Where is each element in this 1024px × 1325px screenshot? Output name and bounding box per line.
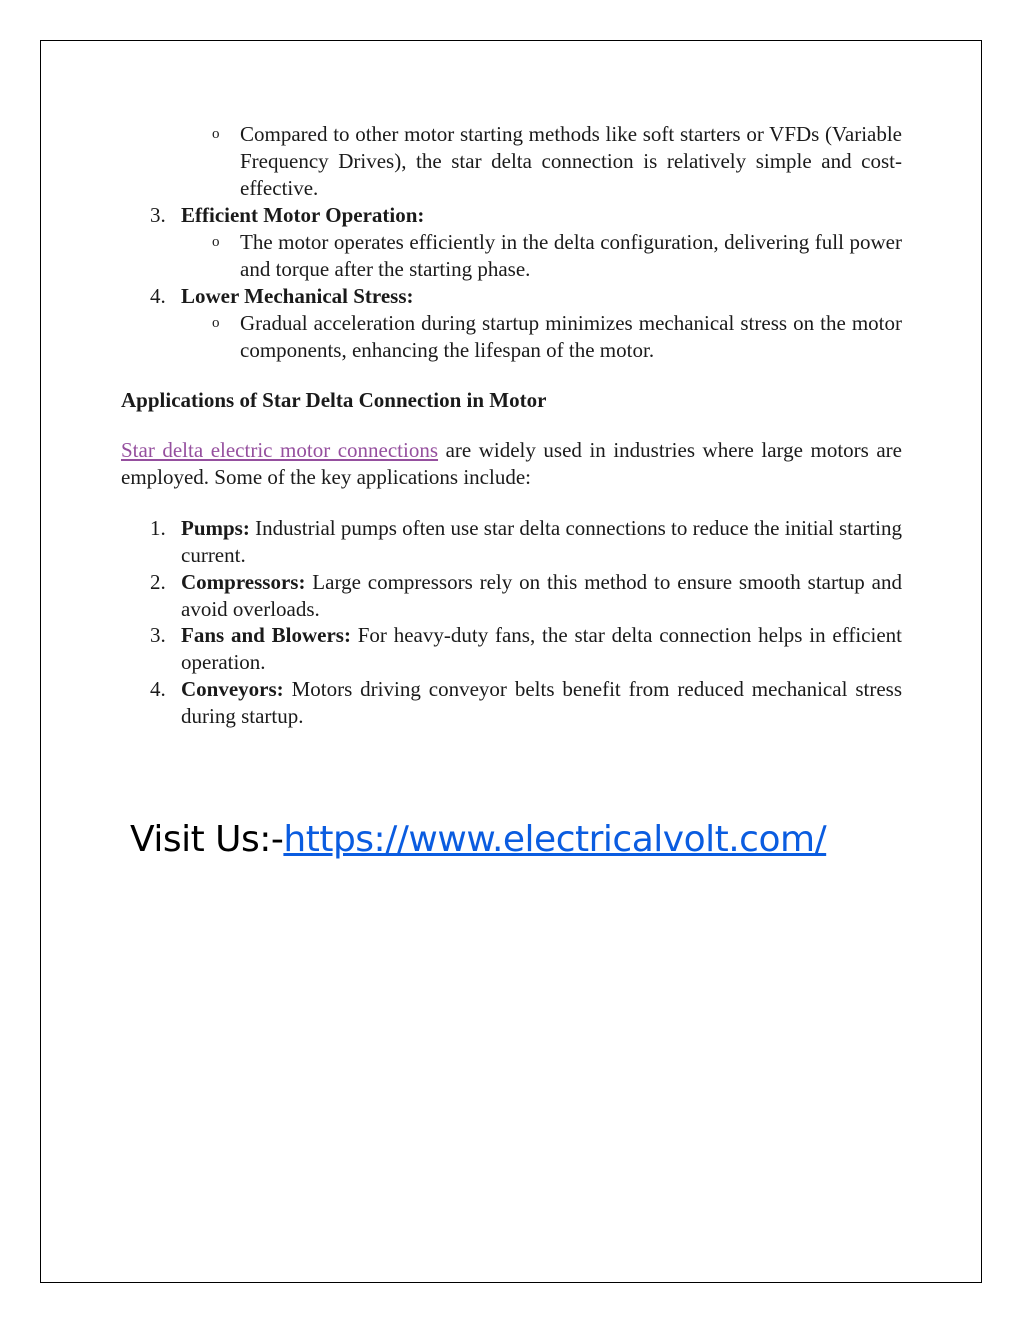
application-item-compressors: [181, 569, 902, 623]
website-link[interactable]: https://www.electricalvolt.com/: [283, 819, 827, 860]
application-2-number: 2.: [150, 570, 166, 594]
application-2-title: Compressors:: [181, 570, 306, 594]
application-2-text: Large compressors rely on this method to ensure smooth startup and avoid overloads.: [181, 570, 902, 621]
bullet-glyph: o: [212, 315, 220, 331]
visit-us-label: Visit Us:-: [130, 819, 284, 860]
advantage-3-bullet: The motor operates efficiently in the delta configuration, delivering full power and torque after the starting phase.: [240, 230, 902, 281]
bullet-glyph: o: [212, 126, 220, 142]
advantage-3-title: Efficient Motor Operation:: [181, 203, 425, 227]
advantage-2-bullet: Compared to other motor starting methods like soft starters or VFDs (Variable Frequency Drives), the star delta connection is relatively simple and cost-effective.: [240, 122, 902, 200]
application-1-number: 1.: [150, 516, 166, 540]
application-item-fans: [181, 622, 902, 676]
advantage-4-number: 4.: [150, 284, 166, 308]
advantage-3-number: 3.: [150, 203, 166, 227]
applications-intro: [121, 437, 902, 491]
application-4-title: Conveyors:: [181, 677, 284, 701]
application-3-number: 3.: [150, 623, 166, 647]
application-1-text: Industrial pumps often use star delta connections to reduce the initial starting current.: [181, 516, 902, 567]
applications-intro-text: are widely used in industries where large motors are employed. Some of the key applications include:: [121, 438, 902, 489]
application-1-title: Pumps:: [181, 516, 250, 540]
application-item-pumps: [181, 515, 902, 569]
visit-us-line: [130, 812, 826, 868]
application-item-conveyors: [181, 676, 902, 730]
application-3-title: Fans and Blowers:: [181, 623, 351, 647]
advantage-4-title: Lower Mechanical Stress:: [181, 284, 414, 308]
applications-heading: Applications of Star Delta Connection in Motor: [121, 388, 547, 412]
application-3-text: For heavy-duty fans, the star delta connection helps in efficient operation.: [181, 623, 902, 674]
application-4-text: Motors driving conveyor belts benefit from reduced mechanical stress during startup.: [181, 677, 902, 728]
advantage-4-bullet: Gradual acceleration during startup minimizes mechanical stress on the motor components, enhancing the lifespan of the motor.: [240, 311, 902, 362]
bullet-glyph: o: [212, 234, 220, 250]
star-delta-connections-link[interactable]: Star delta electric motor connections: [121, 438, 439, 462]
application-4-number: 4.: [150, 677, 166, 701]
